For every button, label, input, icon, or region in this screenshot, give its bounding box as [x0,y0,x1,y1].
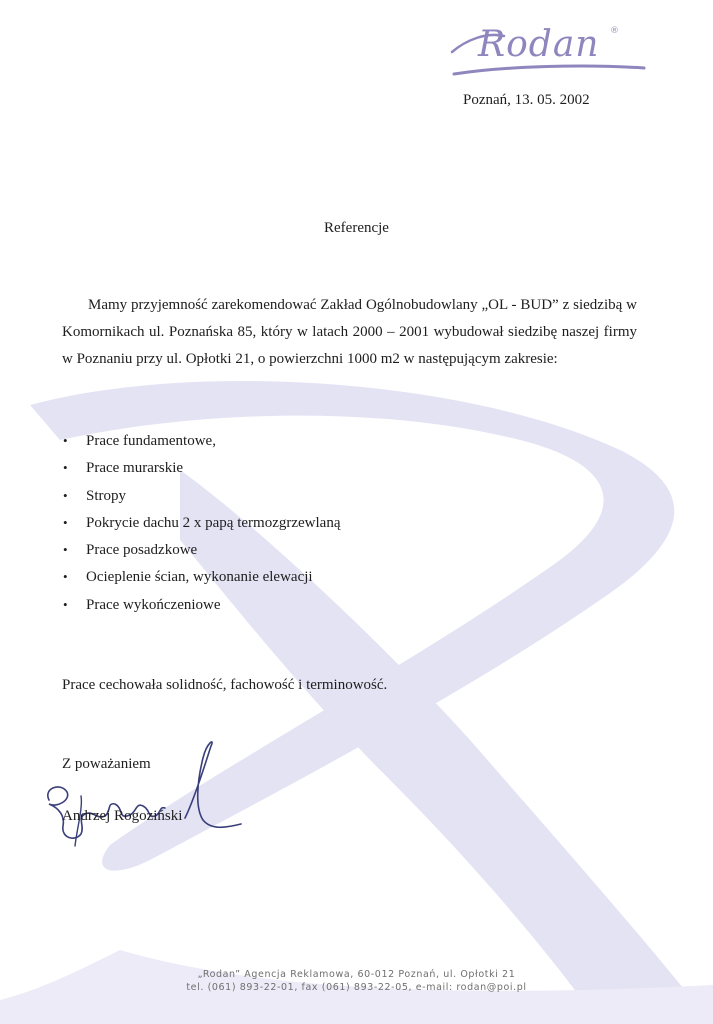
list-item: • Ocieplenie ścian, wykonanie elewacji [63,569,313,586]
list-item: • Prace fundamentowe, [63,433,216,449]
scope-list [62,432,340,623]
bullet-icon: • [63,460,68,476]
regards-line: Z poważaniem [62,756,151,772]
logo-wordmark: Rodan [478,24,600,65]
footer-address [0,968,713,994]
list-item: • Prace posadzkowe [63,542,198,559]
bullet-icon: • [63,542,68,558]
bullet-icon: • [63,487,68,503]
handwritten-signature [35,738,265,858]
letter-title: Referencje [324,220,389,236]
main-paragraph: Mamy przyjemność zarekomendować Zakład Ogólnobudowlany „OL - BUD” z siedzibą w Komornikach ul. Poznańska 85, który w latach 2000 – 2001 wybudował siedzibę naszej firmy w Poznaniu przy ul. Opłotki 21, o powierzchni 1000 m2 w następującym zakresie: [62,297,637,367]
footer-line-2: tel. (061) 893-22-01, fax (061) 893-22-05, e-mail: rodan@poi.pl [186,982,527,993]
list-item: • Prace murarskie [63,460,184,477]
list-item: • Stropy [63,487,127,504]
bullet-icon: • [63,433,68,448]
bullet-icon: • [63,569,68,585]
list-item: • Prace wykończeniowe [63,596,221,613]
signer-name: Andrzej Rogoziński [62,808,183,824]
closing-sentence: Prace cechowała solidność, fachowość i terminowość. [62,677,388,693]
footer-line-1: „Rodan” Agencja Reklamowa, 60-012 Poznań, ul. Opłotki 21 [197,969,516,980]
bullet-icon: • [63,596,68,612]
place-date: Poznań, 13. 05. 2002 [463,92,590,108]
list-item: • Pokrycie dachu 2 x papą termozgrzewlaną [63,514,341,531]
registered-mark: ® [610,26,619,36]
bullet-icon: • [63,514,68,530]
